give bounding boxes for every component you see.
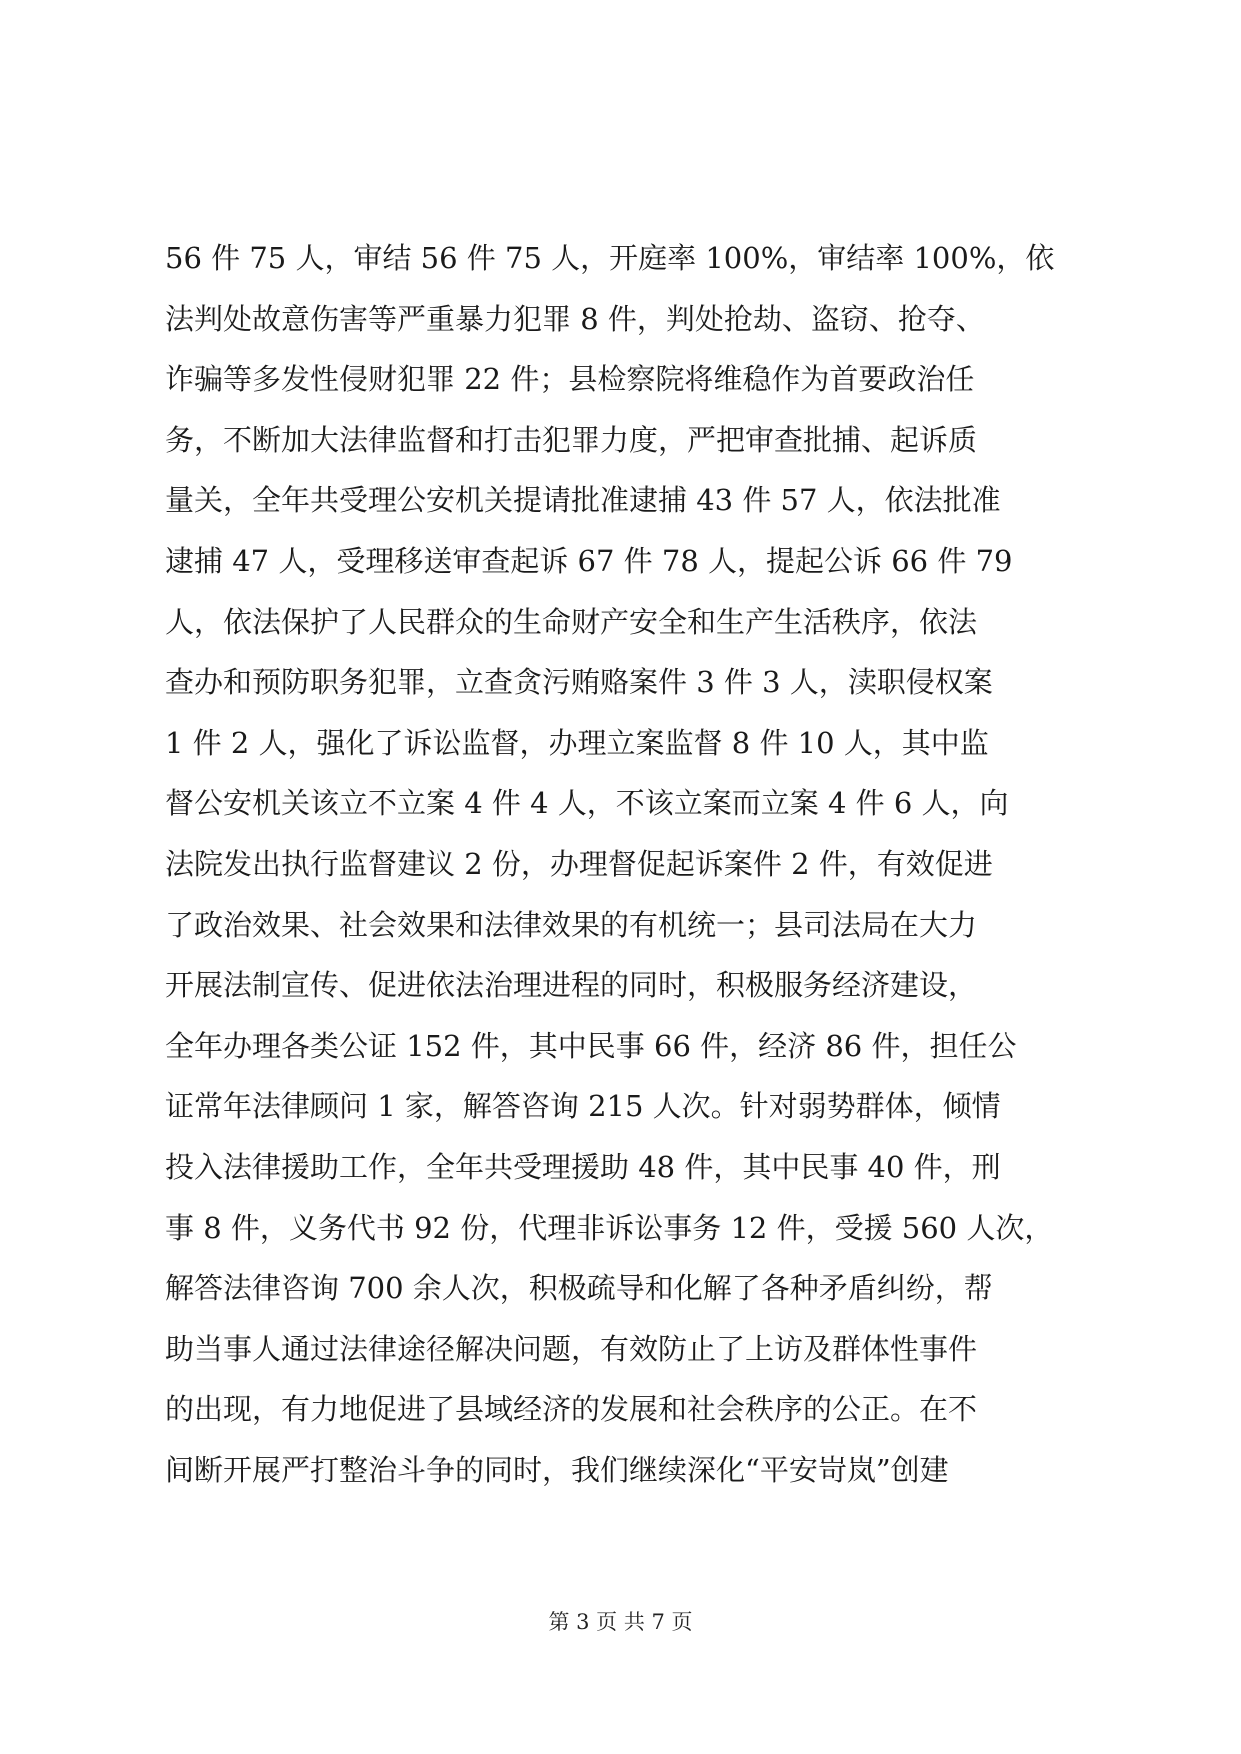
text-line: 查办和预防职务犯罪，立查贪污贿赂案件 3 件 3 人，渎职侵权案 [165,665,993,700]
text-line: 56 件 75 人，审结 56 件 75 人，开庭率 100%，审结率 100%，依 [165,241,1055,275]
text-line: 助当事人通过法律途径解决问题，有效防止了上访及群体性事件 [165,1331,978,1366]
text-line: 人，依法保护了人民群众的生命财产安全和生产生活秩序，依法 [165,604,978,639]
text-line: 法院发出执行监督建议 2 份，办理督促起诉案件 2 件，有效促进 [165,846,993,881]
text-line: 量关，全年共受理公安机关提请批准逮捕 43 件 57 人，依法批准 [165,483,1001,518]
text-line: 逮捕 47 人，受理移送审查起诉 67 件 78 人，提起公诉 66 件 79 [165,543,1013,578]
text-line: 解答法律咨询 700 余人次，积极疏导和化解了各种矛盾纠纷，帮 [165,1271,993,1306]
text-line: 间断开展严打整治斗争的同时，我们继续深化“平安岢岚”创建 [165,1452,949,1487]
text-line: 证常年法律顾问 1 家，解答咨询 215 人次。针对弱势群体，倾情 [165,1089,1001,1124]
text-line: 法判处故意伤害等严重暴力犯罪 8 件，判处抢劫、盗窃、抢夺、 [165,301,985,336]
text-line: 开展法制宣传、促进依法治理进程的同时，积极服务经济建设， [165,968,978,1003]
page-footer: 第 3 页 共 7 页 [548,1610,693,1634]
text-line: 督公安机关该立不立案 4 件 4 人，不该立案而立案 4 件 6 人，向 [165,786,1009,821]
text-line: 投入法律援助工作，全年共受理援助 48 件，其中民事 40 件，刑 [165,1149,1001,1184]
text-line: 了政治效果、社会效果和法律效果的有机统一；县司法局在大力 [165,907,978,942]
text-line: 诈骗等多发性侵财犯罪 22 件；县检察院将维稳作为首要政治任 [165,362,975,397]
text-line: 的出现，有力地促进了县域经济的发展和社会秩序的公正。在不 [165,1392,978,1427]
text-line: 务，不断加大法律监督和打击犯罪力度，严把审查批捕、起诉质 [165,422,978,457]
text-line: 全年办理各类公证 152 件，其中民事 66 件，经济 86 件，担任公 [165,1028,1017,1063]
text-line: 事 8 件，义务代书 92 份，代理非诉讼事务 12 件，受援 560 人次， [165,1210,1054,1245]
text-line: 1 件 2 人，强化了诉讼监督，办理立案监督 8 件 10 人，其中监 [165,725,989,760]
body-text [165,228,1085,1500]
